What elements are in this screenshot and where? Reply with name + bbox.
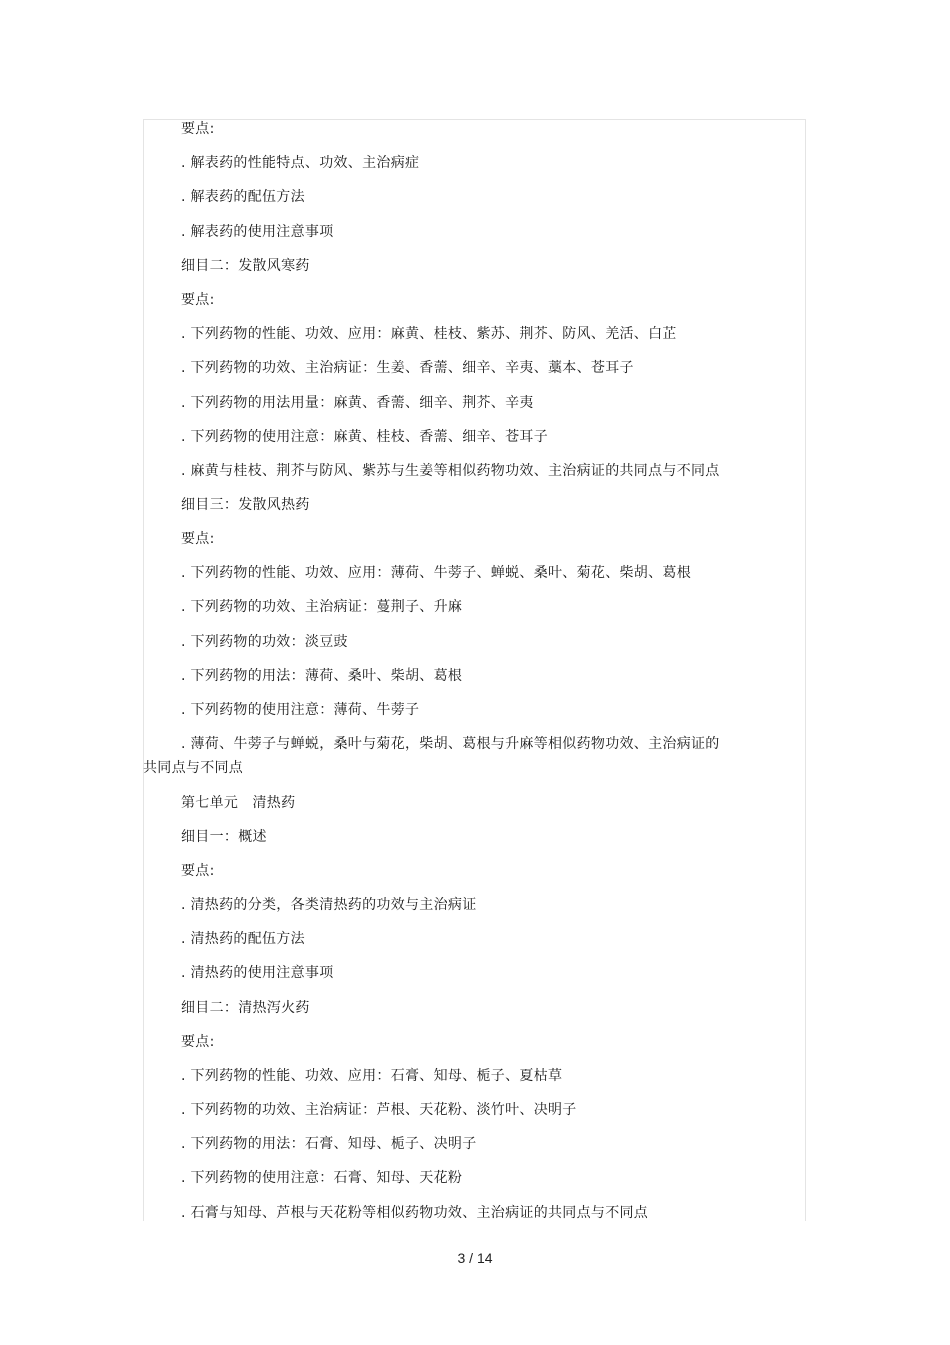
text-line: . 麻黄与桂枝、荆芥与防风、紫苏与生姜等相似药物功效、主治病证的共同点与不同点 <box>181 463 720 479</box>
paragraph-line: . 薄荷、牛蒡子与蝉蜕，桑叶与菊花，柴胡、葛根与升麻等相似药物功效、主治病证的 <box>181 736 720 752</box>
text-line: . 下列药物的用法：薄荷、桑叶、柴胡、葛根 <box>181 668 463 684</box>
text-line: . 下列药物的功效：淡豆豉 <box>181 634 348 650</box>
text-line: . 下列药物的性能、功效、应用：薄荷、牛蒡子、蝉蜕、桑叶、菊花、柴胡、葛根 <box>181 565 691 581</box>
text-line: . 下列药物的功效、主治病证：生姜、香薷、细辛、辛夷、藁本、苍耳子 <box>181 360 634 376</box>
text-line: . 下列药物的功效、主治病证：芦根、天花粉、淡竹叶、决明子 <box>181 1102 577 1118</box>
text-line: 要点: <box>181 1034 215 1050</box>
text-line: . 石膏与知母、芦根与天花粉等相似药物功效、主治病证的共同点与不同点 <box>181 1205 649 1221</box>
unit-heading: 第七单元 清热药 <box>181 795 296 811</box>
text-line: 要点: <box>181 531 215 547</box>
text-line: . 下列药物的用法用量：麻黄、香薷、细辛、荆芥、辛夷 <box>181 395 534 411</box>
text-line: . 解表药的性能特点、功效、主治病症 <box>181 155 420 171</box>
section-heading: 细目三：发散风热药 <box>181 497 310 513</box>
text-line: . 下列药物的性能、功效、应用：石膏、知母、栀子、夏枯草 <box>181 1068 563 1084</box>
wrapped-paragraph <box>143 732 763 780</box>
text-line: . 下列药物的使用注意：石膏、知母、天花粉 <box>181 1170 463 1186</box>
text-line: . 清热药的使用注意事项 <box>181 965 334 981</box>
text-line: . 下列药物的性能、功效、应用：麻黄、桂枝、紫苏、荆芥、防风、羌活、白芷 <box>181 326 677 342</box>
text-line: . 下列药物的使用注意：麻黄、桂枝、香薷、细辛、苍耳子 <box>181 429 548 445</box>
text-line: . 下列药物的功效、主治病证：蔓荆子、升麻 <box>181 599 463 615</box>
page-number: 3 / 14 <box>457 1250 493 1266</box>
text-line: . 清热药的分类，各类清热药的功效与主治病证 <box>181 897 477 913</box>
text-line: . 解表药的配伍方法 <box>181 189 305 205</box>
section-heading: 细目二：发散风寒药 <box>181 258 310 274</box>
section-heading: 细目二：清热泻火药 <box>181 1000 310 1016</box>
paragraph-line: 共同点与不同点 <box>143 760 244 776</box>
text-line: . 清热药的配伍方法 <box>181 931 305 947</box>
text-line: 要点: <box>181 292 215 308</box>
text-line: 要点: <box>181 863 215 879</box>
text-line: 要点: <box>181 121 215 137</box>
text-line: . 下列药物的用法：石膏、知母、栀子、决明子 <box>181 1136 477 1152</box>
text-line: . 下列药物的使用注意：薄荷、牛蒡子 <box>181 702 420 718</box>
text-line: . 解表药的使用注意事项 <box>181 224 334 240</box>
section-heading: 细目一：概述 <box>181 829 267 845</box>
